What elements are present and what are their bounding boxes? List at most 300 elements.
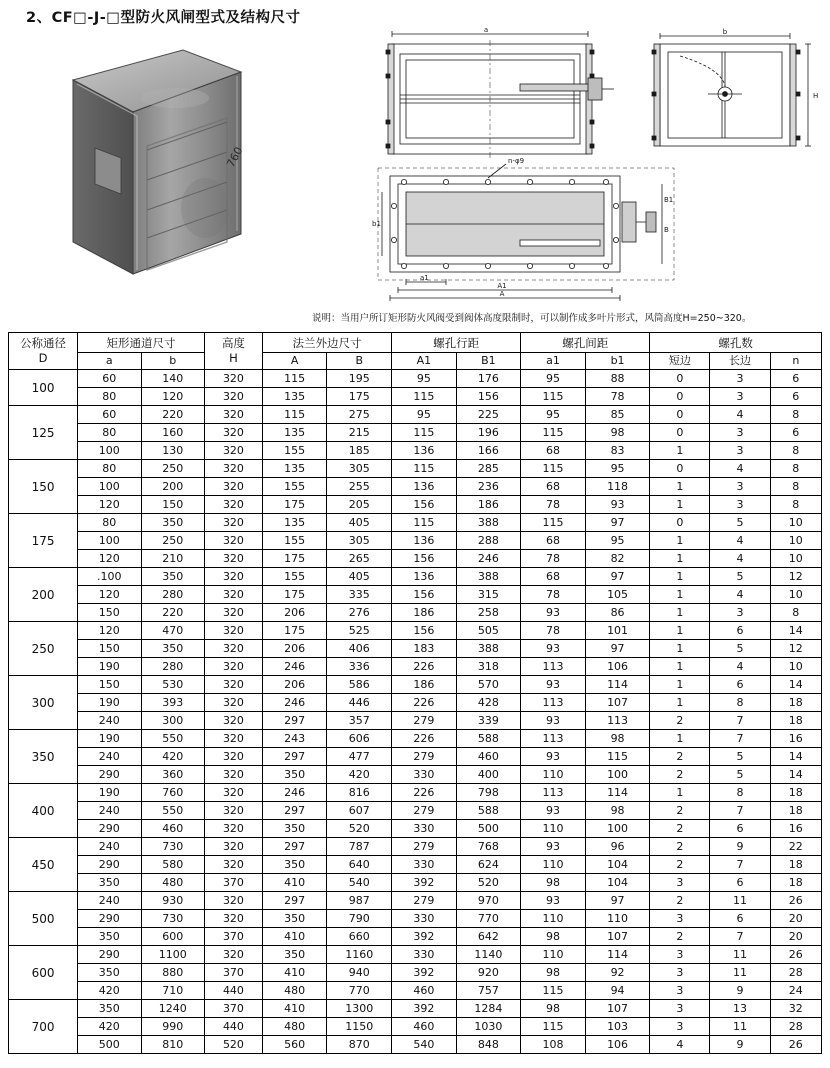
cell-b1: 88 — [585, 370, 650, 388]
cell-short-edge: 3 — [650, 964, 710, 982]
cell-short-edge: 2 — [650, 856, 710, 874]
cell-a1: 78 — [521, 496, 586, 514]
cell-h: 320 — [204, 892, 262, 910]
cell-a: 150 — [78, 604, 141, 622]
cell-a1: 115 — [521, 388, 586, 406]
cell-short-edge: 1 — [650, 658, 710, 676]
cell-short-edge: 2 — [650, 820, 710, 838]
cell-h: 520 — [204, 1036, 262, 1054]
cell-b1: 103 — [585, 1018, 650, 1036]
spec-table-head — [9, 333, 822, 370]
cell-B1: 505 — [456, 622, 521, 640]
cell-short-edge: 2 — [650, 802, 710, 820]
svg-text:n-φ9: n-φ9 — [508, 157, 525, 165]
cell-a: 150 — [78, 676, 141, 694]
cell-A1: 540 — [392, 1036, 457, 1054]
cell-B1: 588 — [456, 730, 521, 748]
cell-a1: 110 — [521, 910, 586, 928]
cell-B: 185 — [327, 442, 392, 460]
th-h-label: 高度 — [221, 336, 245, 350]
cell-b: 470 — [141, 622, 204, 640]
cell-short-edge: 1 — [650, 784, 710, 802]
cell-short-edge: 1 — [650, 694, 710, 712]
cell-B: 1160 — [327, 946, 392, 964]
cell-B1: 225 — [456, 406, 521, 424]
cell-B: 275 — [327, 406, 392, 424]
cell-B1: 848 — [456, 1036, 521, 1054]
cell-long-edge: 11 — [710, 964, 770, 982]
cell-A1: 136 — [392, 532, 457, 550]
cell-n: 14 — [770, 676, 821, 694]
cell-a1: 113 — [521, 730, 586, 748]
cell-long-edge: 6 — [710, 622, 770, 640]
cell-B1: 770 — [456, 910, 521, 928]
svg-text:A1: A1 — [497, 282, 507, 290]
cell-B: 305 — [327, 532, 392, 550]
cell-b1: 100 — [585, 766, 650, 784]
table-row — [9, 640, 822, 658]
cell-A: 246 — [262, 694, 327, 712]
cell-a: 290 — [78, 910, 141, 928]
cell-n: 8 — [770, 496, 821, 514]
cell-A1: 115 — [392, 460, 457, 478]
cell-b1: 95 — [585, 460, 650, 478]
cell-n: 32 — [770, 1000, 821, 1018]
cell-B: 790 — [327, 910, 392, 928]
cell-short-edge: 0 — [650, 424, 710, 442]
cell-A: 175 — [262, 496, 327, 514]
table-row — [9, 586, 822, 604]
cell-A: 410 — [262, 964, 327, 982]
cell-a: 240 — [78, 748, 141, 766]
cell-h: 320 — [204, 370, 262, 388]
cell-b1: 114 — [585, 676, 650, 694]
cell-A: 243 — [262, 730, 327, 748]
cell-A1: 226 — [392, 730, 457, 748]
table-row — [9, 694, 822, 712]
cell-n: 10 — [770, 532, 821, 550]
cell-B1: 318 — [456, 658, 521, 676]
cell-n: 6 — [770, 424, 821, 442]
cell-n: 18 — [770, 712, 821, 730]
cell-n: 10 — [770, 514, 821, 532]
cell-short-edge: 0 — [650, 460, 710, 478]
cell-A: 297 — [262, 712, 327, 730]
cell-n: 8 — [770, 406, 821, 424]
cell-b1: 82 — [585, 550, 650, 568]
cell-long-edge: 13 — [710, 1000, 770, 1018]
cell-a1: 95 — [521, 406, 586, 424]
cell-short-edge: 1 — [650, 568, 710, 586]
cell-n: 18 — [770, 874, 821, 892]
cell-long-edge: 11 — [710, 946, 770, 964]
cell-a: 80 — [78, 424, 141, 442]
cell-b1: 93 — [585, 496, 650, 514]
cell-A1: 95 — [392, 370, 457, 388]
damper-photo — [55, 28, 255, 290]
cell-n: 16 — [770, 730, 821, 748]
cell-A: 410 — [262, 1000, 327, 1018]
cell-h: 320 — [204, 604, 262, 622]
cell-a1: 93 — [521, 892, 586, 910]
cell-A: 350 — [262, 820, 327, 838]
cell-long-edge: 7 — [710, 928, 770, 946]
cell-short-edge: 1 — [650, 496, 710, 514]
cell-a: 350 — [78, 964, 141, 982]
cell-nominal-diameter: 200 — [9, 568, 78, 622]
cell-h: 320 — [204, 622, 262, 640]
cell-b: 730 — [141, 910, 204, 928]
cell-b: 810 — [141, 1036, 204, 1054]
spec-table — [8, 332, 822, 1054]
cell-A1: 115 — [392, 424, 457, 442]
cell-B1: 236 — [456, 478, 521, 496]
cell-a1: 110 — [521, 766, 586, 784]
cell-long-edge: 3 — [710, 388, 770, 406]
cell-B1: 588 — [456, 802, 521, 820]
th-a1: a1 — [521, 353, 586, 370]
cell-h: 320 — [204, 658, 262, 676]
cell-a1: 78 — [521, 586, 586, 604]
cell-short-edge: 1 — [650, 730, 710, 748]
table-row — [9, 442, 822, 460]
cell-A: 155 — [262, 478, 327, 496]
cell-A: 175 — [262, 622, 327, 640]
cell-long-edge: 4 — [710, 658, 770, 676]
cell-h: 320 — [204, 424, 262, 442]
cell-B1: 768 — [456, 838, 521, 856]
page-title: 2、CF□-J-□型防火风闸型式及结构尺寸 — [26, 10, 301, 26]
cell-h: 320 — [204, 406, 262, 424]
cell-nominal-diameter: 175 — [9, 514, 78, 568]
table-row — [9, 496, 822, 514]
cell-A: 206 — [262, 676, 327, 694]
cell-a: 350 — [78, 874, 141, 892]
cell-A1: 156 — [392, 622, 457, 640]
cell-b: 160 — [141, 424, 204, 442]
table-row — [9, 676, 822, 694]
cell-short-edge: 1 — [650, 442, 710, 460]
cell-b: 760 — [141, 784, 204, 802]
th-n: n — [770, 353, 821, 370]
svg-text:a: a — [483, 26, 489, 34]
cell-b1: 115 — [585, 748, 650, 766]
cell-short-edge: 2 — [650, 712, 710, 730]
cell-long-edge: 11 — [710, 892, 770, 910]
cell-a1: 113 — [521, 784, 586, 802]
cell-B: 357 — [327, 712, 392, 730]
cell-a: 420 — [78, 982, 141, 1000]
cell-b: 420 — [141, 748, 204, 766]
cell-h: 370 — [204, 874, 262, 892]
cell-long-edge: 3 — [710, 442, 770, 460]
cell-A: 350 — [262, 766, 327, 784]
cell-h: 320 — [204, 730, 262, 748]
cell-a: 100 — [78, 442, 141, 460]
cell-B: 175 — [327, 388, 392, 406]
cell-long-edge: 4 — [710, 532, 770, 550]
cell-long-edge: 3 — [710, 424, 770, 442]
cell-short-edge: 2 — [650, 748, 710, 766]
cell-a1: 68 — [521, 478, 586, 496]
cell-short-edge: 3 — [650, 1018, 710, 1036]
cell-A: 115 — [262, 370, 327, 388]
cell-b: 550 — [141, 730, 204, 748]
cell-long-edge: 3 — [710, 604, 770, 622]
cell-b1: 106 — [585, 658, 650, 676]
cell-b1: 83 — [585, 442, 650, 460]
technical-drawings — [370, 26, 820, 296]
table-row — [9, 514, 822, 532]
table-row — [9, 910, 822, 928]
cell-h: 370 — [204, 964, 262, 982]
cell-B1: 176 — [456, 370, 521, 388]
cell-A1: 226 — [392, 658, 457, 676]
cell-h: 320 — [204, 820, 262, 838]
cell-n: 26 — [770, 1036, 821, 1054]
cell-short-edge: 1 — [650, 622, 710, 640]
cell-short-edge: 3 — [650, 1000, 710, 1018]
cell-short-edge: 4 — [650, 1036, 710, 1054]
cell-B1: 520 — [456, 874, 521, 892]
cell-A: 350 — [262, 856, 327, 874]
cell-A1: 156 — [392, 550, 457, 568]
cell-A: 480 — [262, 982, 327, 1000]
cell-b1: 104 — [585, 856, 650, 874]
th-long: 长边 — [710, 353, 770, 370]
table-row — [9, 604, 822, 622]
cell-B1: 186 — [456, 496, 521, 514]
table-row — [9, 838, 822, 856]
cell-B: 787 — [327, 838, 392, 856]
cell-a: 190 — [78, 730, 141, 748]
cell-b1: 100 — [585, 820, 650, 838]
th-b1: b1 — [585, 353, 650, 370]
cell-long-edge: 8 — [710, 784, 770, 802]
cell-b: 580 — [141, 856, 204, 874]
table-row — [9, 460, 822, 478]
cell-b: 140 — [141, 370, 204, 388]
cell-long-edge: 7 — [710, 856, 770, 874]
cell-n: 10 — [770, 586, 821, 604]
cell-A1: 115 — [392, 514, 457, 532]
cell-n: 14 — [770, 766, 821, 784]
cell-short-edge: 0 — [650, 406, 710, 424]
cell-b: 280 — [141, 586, 204, 604]
cell-A1: 186 — [392, 604, 457, 622]
cell-h: 320 — [204, 784, 262, 802]
cell-b: 150 — [141, 496, 204, 514]
spec-table-wrap — [8, 332, 822, 1054]
cell-b1: 96 — [585, 838, 650, 856]
cell-b: 350 — [141, 514, 204, 532]
cell-a: 240 — [78, 892, 141, 910]
cell-b: 393 — [141, 694, 204, 712]
cell-B: 255 — [327, 478, 392, 496]
cell-a1: 93 — [521, 838, 586, 856]
cell-A1: 330 — [392, 766, 457, 784]
table-row — [9, 712, 822, 730]
cell-short-edge: 0 — [650, 514, 710, 532]
cell-B1: 400 — [456, 766, 521, 784]
table-row — [9, 820, 822, 838]
cell-a1: 115 — [521, 1018, 586, 1036]
cell-a1: 93 — [521, 748, 586, 766]
cell-n: 14 — [770, 622, 821, 640]
cell-n: 8 — [770, 460, 821, 478]
cell-a: 60 — [78, 406, 141, 424]
cell-B1: 388 — [456, 568, 521, 586]
cell-B: 606 — [327, 730, 392, 748]
cell-A: 560 — [262, 1036, 327, 1054]
th-B: B — [327, 353, 392, 370]
table-row — [9, 1000, 822, 1018]
cell-n: 6 — [770, 370, 821, 388]
cell-A: 480 — [262, 1018, 327, 1036]
cell-short-edge: 1 — [650, 676, 710, 694]
cell-B: 215 — [327, 424, 392, 442]
cell-h: 320 — [204, 532, 262, 550]
cell-h: 320 — [204, 496, 262, 514]
cell-a1: 98 — [521, 874, 586, 892]
th-B1: B1 — [456, 353, 521, 370]
cell-short-edge: 1 — [650, 586, 710, 604]
cell-nominal-diameter: 300 — [9, 676, 78, 730]
cell-n: 20 — [770, 928, 821, 946]
table-row — [9, 802, 822, 820]
table-row — [9, 982, 822, 1000]
cell-b: 220 — [141, 604, 204, 622]
cell-b: 990 — [141, 1018, 204, 1036]
cell-h: 320 — [204, 586, 262, 604]
cell-A: 135 — [262, 460, 327, 478]
cell-b1: 104 — [585, 874, 650, 892]
cell-n: 14 — [770, 748, 821, 766]
table-row — [9, 928, 822, 946]
cell-a1: 68 — [521, 532, 586, 550]
cell-B: 660 — [327, 928, 392, 946]
cell-b: 930 — [141, 892, 204, 910]
cell-h: 320 — [204, 838, 262, 856]
cell-A1: 392 — [392, 1000, 457, 1018]
cell-a1: 98 — [521, 964, 586, 982]
cell-n: 18 — [770, 784, 821, 802]
cell-n: 16 — [770, 820, 821, 838]
cell-a: 190 — [78, 784, 141, 802]
th-h-sub: H — [229, 351, 238, 365]
table-row — [9, 946, 822, 964]
cell-a: 290 — [78, 820, 141, 838]
th-b: b — [141, 353, 204, 370]
cell-long-edge: 6 — [710, 874, 770, 892]
svg-text:a1: a1 — [420, 274, 429, 282]
cell-nominal-diameter: 400 — [9, 784, 78, 838]
cell-n: 8 — [770, 478, 821, 496]
cell-nominal-diameter: 250 — [9, 622, 78, 676]
table-row — [9, 388, 822, 406]
cell-a: 120 — [78, 550, 141, 568]
cell-n: 12 — [770, 640, 821, 658]
cell-a1: 68 — [521, 442, 586, 460]
table-row — [9, 766, 822, 784]
cell-B: 195 — [327, 370, 392, 388]
cell-A: 135 — [262, 424, 327, 442]
cell-b: 530 — [141, 676, 204, 694]
cell-b1: 106 — [585, 1036, 650, 1054]
cell-a1: 78 — [521, 622, 586, 640]
cell-a: 80 — [78, 388, 141, 406]
cell-A1: 460 — [392, 1018, 457, 1036]
cell-A: 297 — [262, 748, 327, 766]
cell-b1: 97 — [585, 892, 650, 910]
cell-B: 405 — [327, 568, 392, 586]
cell-long-edge: 9 — [710, 1036, 770, 1054]
cell-b1: 107 — [585, 1000, 650, 1018]
cell-B1: 570 — [456, 676, 521, 694]
cell-a1: 93 — [521, 676, 586, 694]
cell-nominal-diameter: 600 — [9, 946, 78, 1000]
cell-h: 320 — [204, 910, 262, 928]
cell-A: 410 — [262, 928, 327, 946]
cell-A1: 226 — [392, 784, 457, 802]
cell-B1: 246 — [456, 550, 521, 568]
cell-b: 600 — [141, 928, 204, 946]
cell-n: 20 — [770, 910, 821, 928]
cell-nominal-diameter: 150 — [9, 460, 78, 514]
table-row — [9, 424, 822, 442]
cell-B: 640 — [327, 856, 392, 874]
cell-a: 290 — [78, 856, 141, 874]
cell-b1: 114 — [585, 784, 650, 802]
cell-long-edge: 9 — [710, 838, 770, 856]
cell-B: 770 — [327, 982, 392, 1000]
cell-short-edge: 3 — [650, 910, 710, 928]
svg-text:B1: B1 — [664, 196, 674, 204]
th-group-holepitch: 螺孔间距 — [521, 333, 650, 353]
cell-a: 100 — [78, 532, 141, 550]
cell-A: 155 — [262, 532, 327, 550]
cell-a: 350 — [78, 1000, 141, 1018]
cell-a1: 78 — [521, 550, 586, 568]
cell-h: 320 — [204, 946, 262, 964]
cell-a: 420 — [78, 1018, 141, 1036]
table-row — [9, 730, 822, 748]
cell-long-edge: 5 — [710, 568, 770, 586]
table-row — [9, 964, 822, 982]
cell-b1: 105 — [585, 586, 650, 604]
cell-h: 320 — [204, 694, 262, 712]
cell-long-edge: 3 — [710, 370, 770, 388]
cell-A1: 330 — [392, 856, 457, 874]
cell-B1: 196 — [456, 424, 521, 442]
cell-a: 120 — [78, 496, 141, 514]
cell-n: 18 — [770, 856, 821, 874]
cell-a1: 113 — [521, 658, 586, 676]
cell-n: 6 — [770, 388, 821, 406]
cell-b: 350 — [141, 568, 204, 586]
cell-long-edge: 11 — [710, 1018, 770, 1036]
cell-B: 406 — [327, 640, 392, 658]
cell-B1: 1284 — [456, 1000, 521, 1018]
cell-long-edge: 6 — [710, 676, 770, 694]
cell-B1: 285 — [456, 460, 521, 478]
cell-n: 12 — [770, 568, 821, 586]
cell-long-edge: 5 — [710, 640, 770, 658]
cell-A: 155 — [262, 442, 327, 460]
cell-h: 440 — [204, 1018, 262, 1036]
cell-a1: 110 — [521, 820, 586, 838]
table-row — [9, 406, 822, 424]
